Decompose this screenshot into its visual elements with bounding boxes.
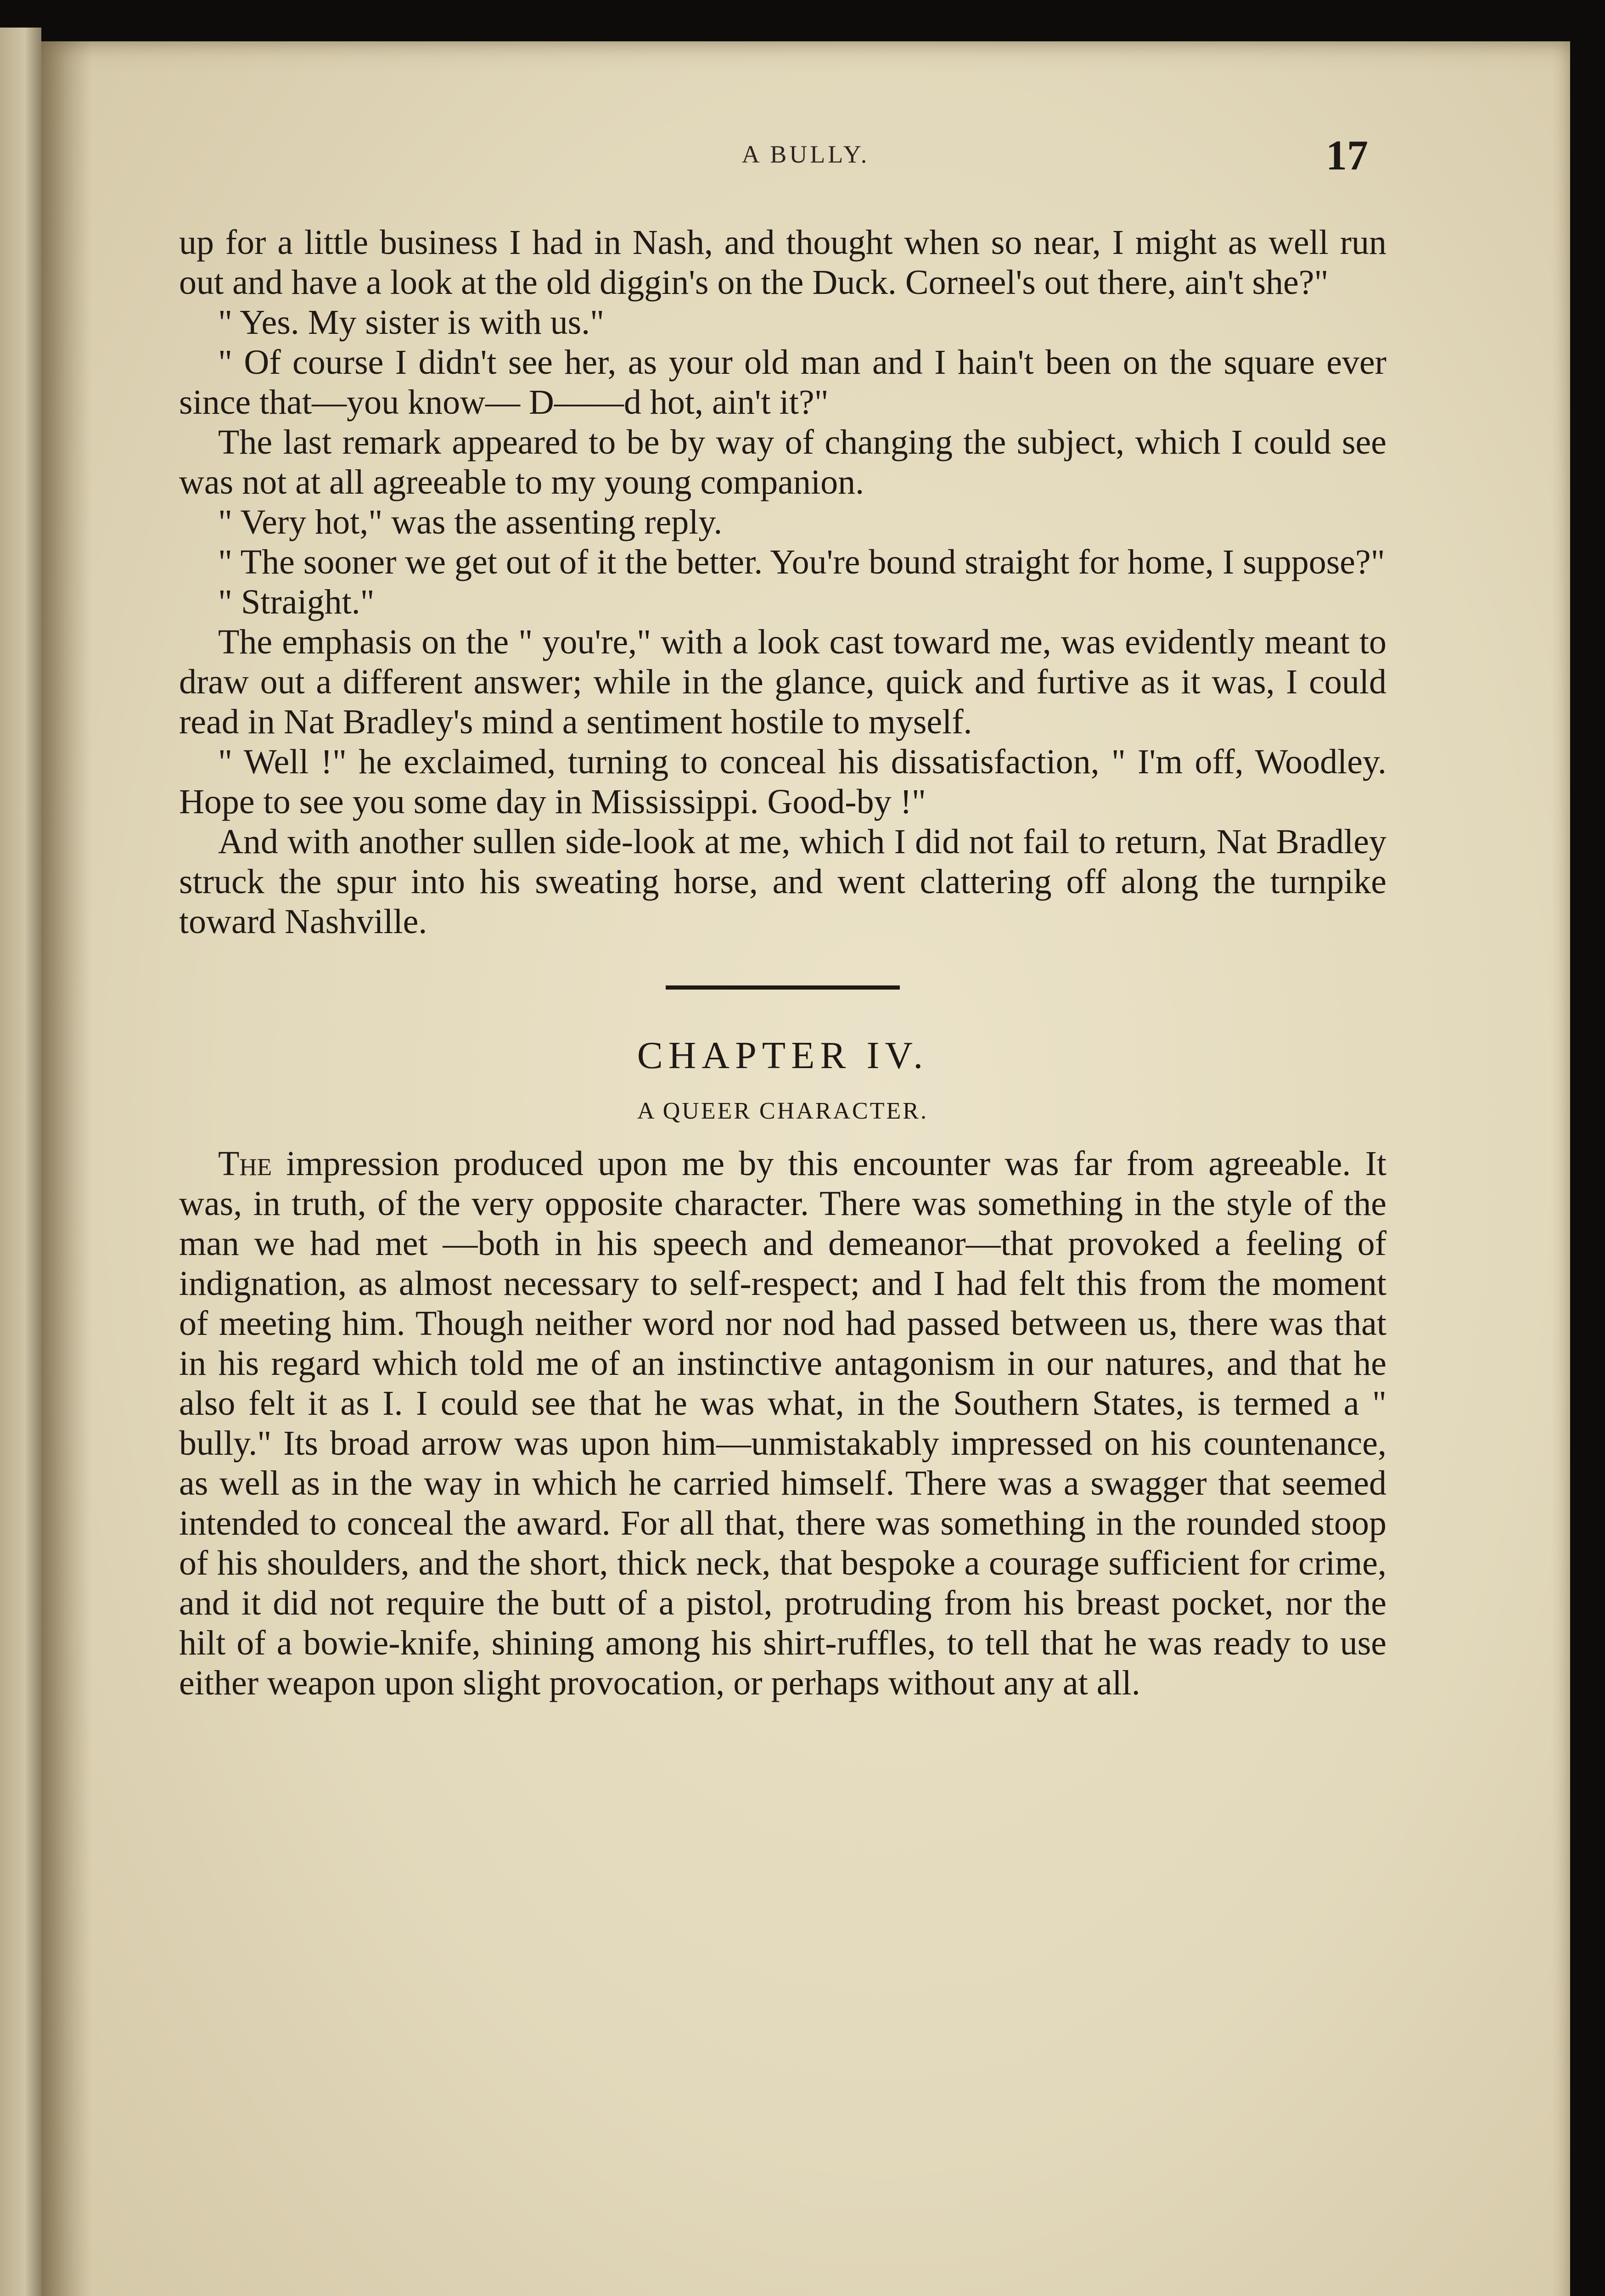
- page-number: 17: [1326, 132, 1368, 179]
- chapter-title: CHAPTER IV.: [637, 1034, 929, 1077]
- paragraph: " The sooner we get out of it the better. You're bound straight for home, I suppose?": [218, 543, 1385, 581]
- body-text: [179, 223, 1386, 1703]
- facing-page-edge: [0, 28, 41, 2296]
- paragraph: The emphasis on the " you're," with a look cast toward me, was evidently meant to draw out a different answer; while in the glance, quick and furtive as it was, I could read in Nat Bradley's mind a sentiment hostile to myself.: [179, 623, 1386, 741]
- first-word: The: [218, 1144, 272, 1183]
- paragraph: " Straight.": [218, 583, 375, 621]
- chapter-opening-paragraph: [179, 1144, 1386, 1703]
- paragraph: " Very hot," was the assenting reply.: [218, 503, 723, 541]
- paragraph: The last remark appeared to be by way of changing the subject, which I could see was not at all agreeable to my young companion.: [179, 423, 1386, 501]
- paragraph: up for a little business I had in Nash, and thought when so near, I might as well run out and have a look at the old diggin's on the Duck. Corneel's out there, ain't she?": [179, 223, 1386, 302]
- paragraph: And with another sullen side-look at me, which I did not fail to return, Nat Bradley struck the spur into his sweating horse, and went clattering off along the turnpike toward Nashville.: [179, 822, 1386, 941]
- paragraph-text: impression produced upon me by this encounter was far from agreeable. It was, in truth, of the very opposite character. There was something in the style of the man we had met —both in his speech and demeanor—that provoked a feeling of indignation, as almost necessary to self-respect; and I had felt this from the moment of meeting him. Though neither word nor nod had passed between us, there was that in his regard which told me of an instinctive antagonism in our natures, and that he also felt it as I. I could see that he was what, in the Southern States, is termed a " bully." Its broad arrow was upon him—unmistakably impressed on his countenance, as well as in the way in which he carried himself. There was a swagger that seemed intended to conceal the award. For all that, there was something in the rounded stoop of his shoulders, and the short, thick neck, that bespoke a courage sufficient for crime, and it did not require the butt of a pistol, protruding from his breast pocket, nor the hilt of a bowie-knife, shining among his shirt-ruffles, to tell that he was ready to use either weapon upon slight provocation, or perhaps without any at all.: [179, 1144, 1386, 1702]
- gutter-shadow: [41, 41, 92, 2296]
- running-head: A BULLY.: [741, 141, 870, 168]
- paragraph: " Of course I didn't see her, as your old man and I hain't been on the square ever since that—you know— D——d hot, ain't it?": [179, 343, 1386, 422]
- paragraph: " Well !" he exclaimed, turning to conceal his dissatisfaction, " I'm off, Woodley. Hope to see you some day in Mississippi. Good-by !": [179, 743, 1386, 821]
- paragraph: " Yes. My sister is with us.": [218, 303, 605, 342]
- chapter-subtitle: A QUEER CHARACTER.: [637, 1098, 928, 1124]
- section-divider: [666, 985, 900, 990]
